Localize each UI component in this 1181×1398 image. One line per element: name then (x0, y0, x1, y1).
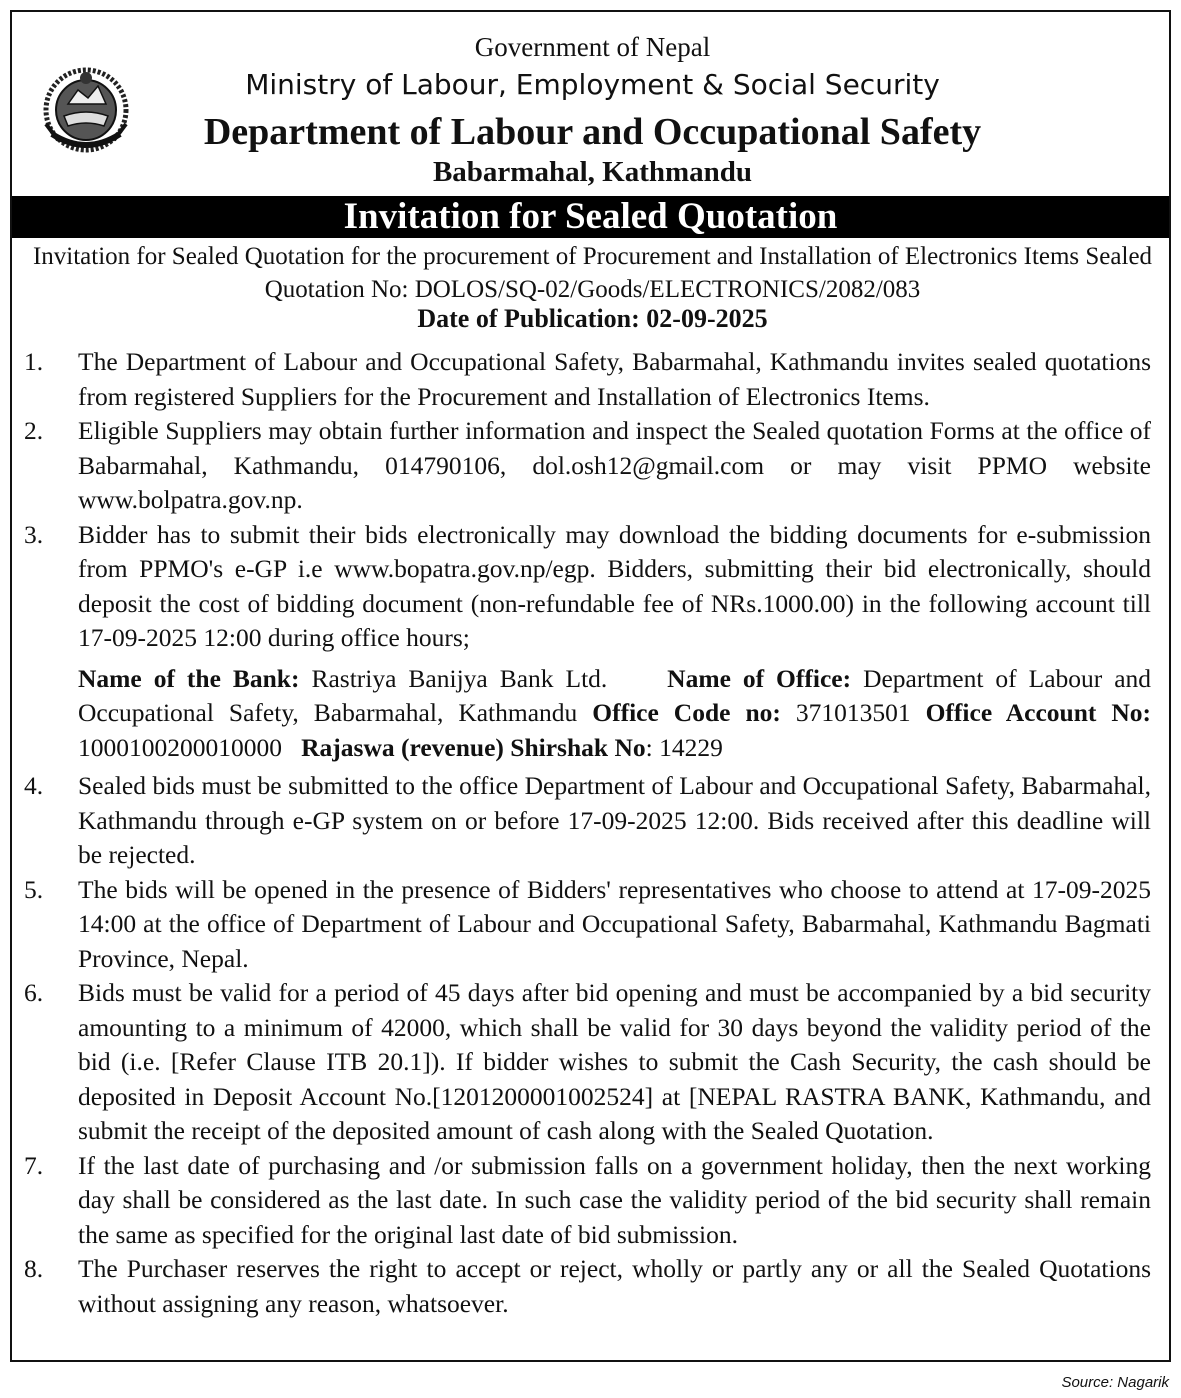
notice-frame (10, 10, 1171, 1362)
item-text: Eligible Suppliers may obtain further information and inspect the Sealed quotation Forms at the office of Babarmahal, Kathmandu, 014790106, dol.osh12@gmail.com or may visit PPMO website www.bolpatra.gov.np. (78, 416, 1151, 514)
intro-text: Invitation for Sealed Quotation for the procurement of Procurement and Installation of Electronics Items Sealed Quotation No: DOLOS/SQ-02/Goods/ELECTRONICS/2082/083 (32, 243, 1153, 303)
item-number: 7. (24, 1150, 44, 1180)
office-name-value: Department of Labour and Occupational Safety, Babarmahal, Kathmandu (78, 663, 1152, 727)
item-number: 6. (24, 978, 44, 1007)
list-item (12, 1252, 1173, 1321)
notice-items (12, 345, 1173, 1321)
ministry-title: Ministry of Labour, Employment & Social Security (245, 68, 940, 101)
government-title: Government of Nepal (474, 32, 711, 62)
list-item (12, 414, 1173, 518)
item-text: Bidder has to submit their bids electronically may download the bidding documents for e-submission from PPMO's e-GP i.e www.bopatra.gov.np/egp. Bidders, submitting their bid electronically, should deposit the cost of bidding document (non-refundable fee of NRs.1000.00) in the following account till 17-09-2025 12:00 during office hours; (78, 519, 1151, 652)
office-account-value: 1000100200010000 (78, 732, 282, 762)
list-item (12, 976, 1173, 1149)
office-account-label: Office Account No: (925, 698, 1152, 727)
list-item (12, 345, 1173, 414)
item-text: Sealed bids must be submitted to the office Department of Labour and Occupational Safety, Babarmahal, Kathmandu through e-GP system on or before 17-09-2025 12:00. Bids received after this deadline will be rejected. (78, 771, 1151, 869)
department-title: Department of Labour and Occupational Safety (203, 111, 982, 153)
department-address: Babarmahal, Kathmandu (432, 156, 753, 188)
item-number: 8. (24, 1254, 44, 1283)
item-number: 3. (24, 519, 44, 549)
list-item (12, 769, 1173, 873)
office-code-label: Office Code no: (592, 698, 781, 727)
bank-details (78, 662, 1151, 766)
item-text: If the last date of purchasing and /or submission falls on a government holiday, then the next working day shall be considered as the last date. In such case the validity period of the bid security shall remain the same as specified for the original last date of bid submission. (78, 1150, 1151, 1249)
list-item (12, 518, 1173, 656)
item-number: 1. (24, 347, 44, 376)
bank-name-value: Rastriya Banijya Bank Ltd. (311, 663, 608, 693)
revenue-label: Rajaswa (revenue) Shirshak No (301, 732, 646, 762)
revenue-value: : 14229 (645, 732, 723, 762)
publication-date: Date of Publication: 02-09-2025 (417, 304, 768, 333)
notice-header (12, 12, 1173, 202)
item-text: The Department of Labour and Occupational Safety, Babarmahal, Kathmandu invites sealed quotations from registered Suppliers for the Procurement and Installation of Electronics Items. (78, 347, 1151, 411)
bank-name-label: Name of the Bank: (78, 663, 300, 693)
item-number: 5. (24, 874, 44, 904)
notice-banner: Invitation for Sealed Quotation (12, 196, 1169, 238)
item-number: 2. (24, 416, 44, 445)
source-credit: Source: Nagarik (1061, 1374, 1169, 1391)
list-item (12, 1149, 1173, 1253)
item-text: The bids will be opened in the presence of Bidders' representatives who choose to attend at 17-09-2025 14:00 at the office of Department of Labour and Occupational Safety, Babarmahal, Kathmandu Bagmati Province, Nepal. (78, 874, 1151, 973)
list-item (12, 873, 1173, 977)
office-code-value: 371013501 (795, 698, 911, 727)
office-name-label: Name of Office: (667, 663, 852, 693)
item-text: Bids must be valid for a period of 45 days after bid opening and must be accompanied by a bid security amounting to a minimum of 42000, which shall be valid for 30 days beyond the validity period of the bid (i.e. [Refer Clause ITB 20.1]). If bidder wishes to submit the Cash Security, the cash should be deposited in Deposit Account No.[1201200001002524] at [NEPAL RASTRA BANK, Kathmandu, and submit the receipt of the deposited amount of cash along with the Sealed Quotation. (78, 978, 1151, 1145)
item-text: The Purchaser reserves the right to accept or reject, wholly or partly any or all the Sealed Quotations without assigning any reason, whatsoever. (78, 1254, 1151, 1318)
item-number: 4. (24, 771, 44, 800)
